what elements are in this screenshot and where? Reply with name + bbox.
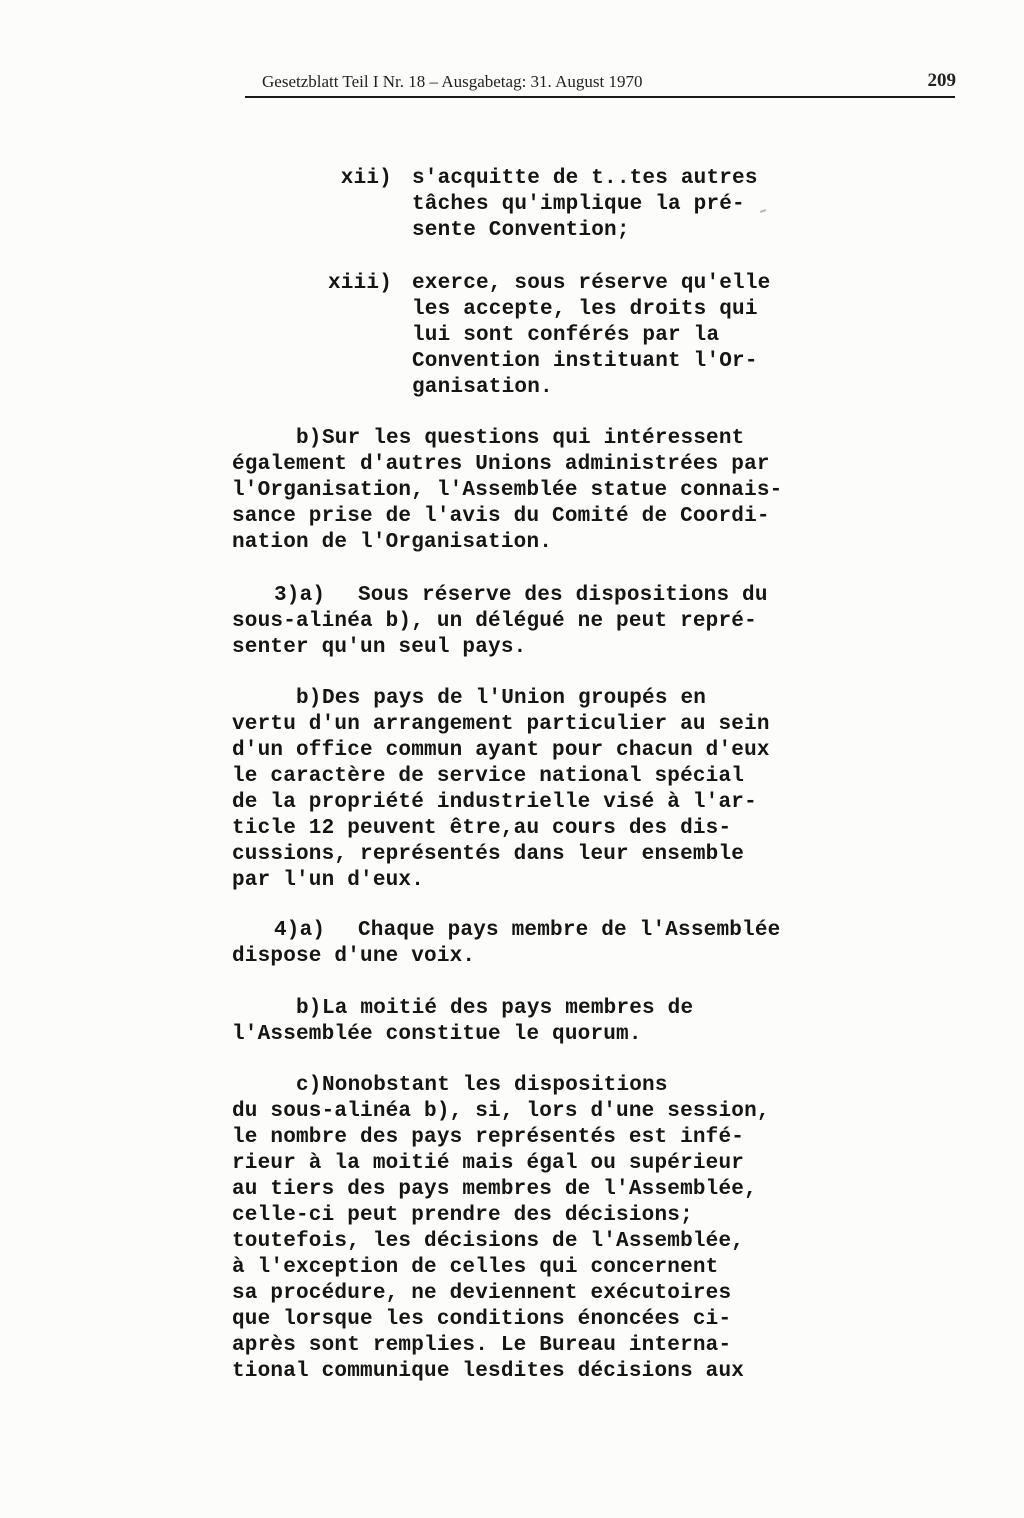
text-line: exerce, sous réserve qu'elle — [412, 272, 771, 295]
paragraph-marker: 3)a) — [274, 584, 326, 607]
text-line: vertu d'un arrangement particulier au sein — [232, 713, 770, 736]
paragraph-4a — [232, 918, 812, 970]
page-header — [262, 70, 956, 96]
item-text — [412, 166, 812, 244]
text-line: 4)a) Chaque pays membre de l'Assemblée — [232, 918, 812, 944]
item-text — [412, 271, 812, 401]
text-line: tâches qu'implique la pré- — [412, 193, 745, 216]
text-line: ticle 12 peuvent être,au cours des dis- — [232, 817, 732, 840]
text-line: le nombre des pays représentés est infé- — [232, 1126, 745, 1149]
text-line: sous-alinéa b), un délégué ne peut repré- — [232, 610, 757, 633]
paragraph-marker: b) — [296, 427, 322, 450]
text-line: Convention instituant l'Or- — [412, 350, 758, 373]
text-line: les accepte, les droits qui — [412, 298, 758, 321]
text-line: le caractère de service national spécial — [232, 765, 745, 788]
text-line: par l'un d'eux. — [232, 869, 425, 892]
text-line: de la propriété industrielle visé à l'ar- — [232, 791, 757, 814]
text-line: s'acquitte de t..tes autres — [412, 167, 758, 190]
text-line: l'Assemblée constitue le quorum. — [232, 1023, 642, 1046]
text-line: lui sont conférés par la — [412, 324, 720, 347]
text-line: sente Convention; — [412, 219, 630, 242]
page-number: 209 — [927, 70, 956, 91]
text-line: sance prise de l'avis du Comité de Coordi- — [232, 505, 770, 528]
text-line: toutefois, les décisions de l'Assemblée, — [232, 1230, 745, 1253]
text-line: rieur à la moitié mais égal ou supérieur — [232, 1152, 745, 1175]
text-line: tional communique lesdites décisions aux — [232, 1360, 745, 1383]
text-line: 3)a) Sous réserve des dispositions du — [232, 583, 812, 609]
text-line: sa procédure, ne deviennent exécutoires — [232, 1282, 732, 1305]
text-line: c)Nonobstant les dispositions — [232, 1073, 812, 1099]
text-line: celle-ci peut prendre des décisions; — [232, 1204, 693, 1227]
paragraph-4c — [232, 1073, 812, 1385]
text-line: senter qu'un seul pays. — [232, 636, 527, 659]
paragraph-3b — [232, 686, 812, 894]
paragraph-marker: b) — [296, 687, 322, 710]
text-line: au tiers des pays membres de l'Assemblée, — [232, 1178, 757, 1201]
text-line: cussions, représentés dans leur ensemble — [232, 843, 745, 866]
text-line: dispose d'une voix. — [232, 945, 476, 968]
paragraph-3a — [232, 583, 812, 661]
text-line: b)Des pays de l'Union groupés en — [232, 686, 812, 712]
text-line: également d'autres Unions administrées par — [232, 453, 770, 476]
paragraph-marker: 4)a) — [274, 919, 326, 942]
text-line: du sous-alinéa b), si, lors d'une session, — [232, 1100, 770, 1123]
text-line: après sont remplies. Le Bureau interna- — [232, 1334, 732, 1357]
text-line: b)Sur les questions qui intéressent — [232, 426, 812, 452]
text-line: à l'exception de celles qui concernent — [232, 1256, 719, 1279]
item-marker: xiii) — [327, 272, 392, 295]
text-line: nation de l'Organisation. — [232, 531, 553, 554]
text-line: ganisation. — [412, 376, 553, 399]
text-line: l'Organisation, l'Assemblée statue connais- — [232, 479, 783, 502]
text-line: b)La moitié des pays membres de — [232, 996, 812, 1022]
header-rule — [245, 96, 955, 98]
text-line: d'un office commun ayant pour chacun d'eux — [232, 739, 770, 762]
paragraph-marker: b) — [296, 997, 322, 1020]
paragraph-marker: c) — [296, 1074, 322, 1097]
paragraph-b — [232, 426, 812, 556]
item-marker: xii) — [340, 167, 392, 190]
running-title: Gesetzblatt Teil I Nr. 18 – Ausgabetag: 31. August 1970 — [262, 72, 643, 91]
paragraph-4b — [232, 996, 812, 1048]
text-line: que lorsque les conditions énoncées ci- — [232, 1308, 732, 1331]
